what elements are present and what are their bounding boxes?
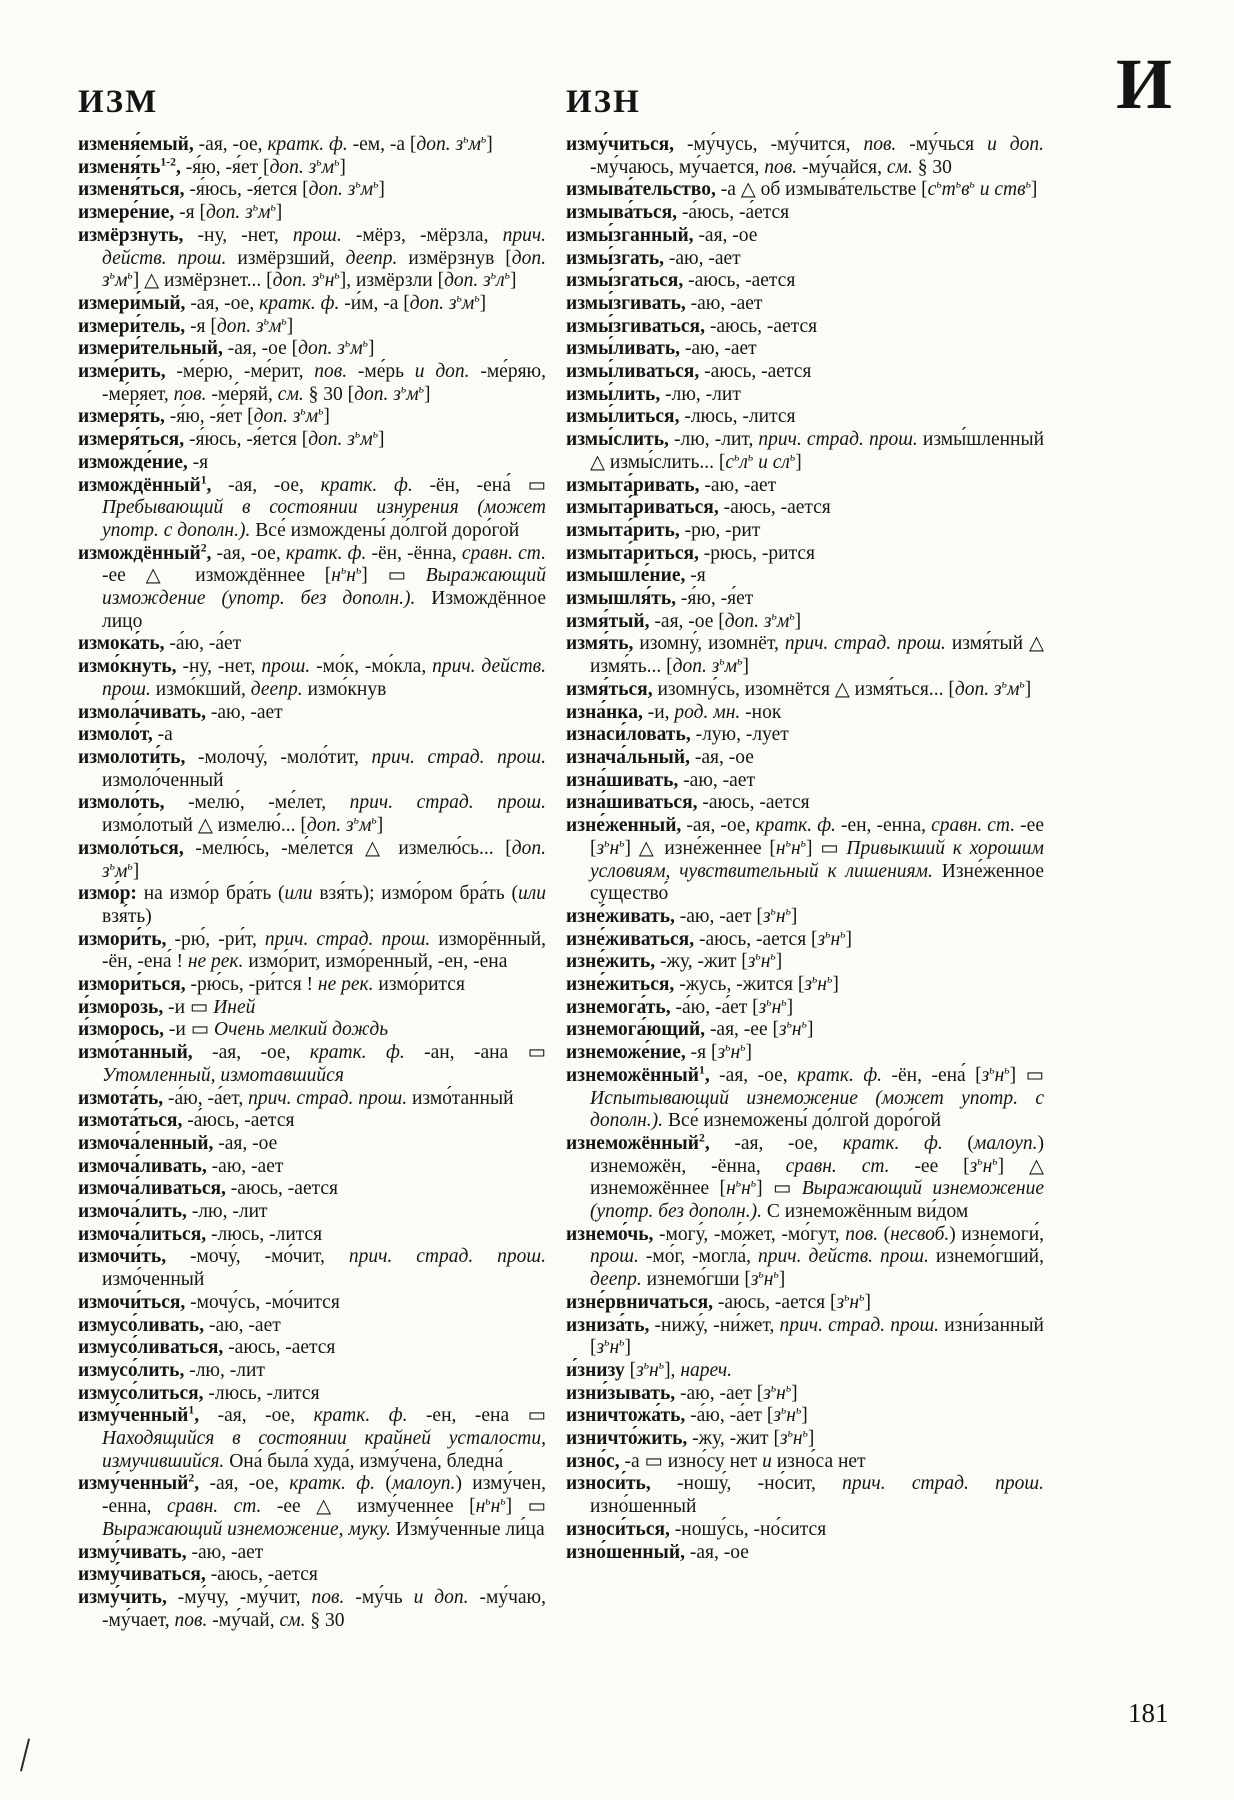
dictionary-entry: измока́ть, -а́ю, -а́ет [78, 633, 242, 655]
dictionary-entry: изни́зывать, -аю, -ает $[з^ьн^ь]$ [566, 1381, 798, 1404]
column-right [566, 134, 1044, 1564]
dictionary-entry: измота́ться, -а́юсь, -а́ется [78, 1110, 295, 1132]
running-head-right: ИЗН [566, 84, 641, 120]
dictionary-entry: измы́згиваться, -аюсь, -ается [566, 315, 818, 337]
dictionary-entry: измола́чивать, -аю, -ает [78, 701, 283, 723]
dictionary-entry: изменя́емый, -ая, -ое, кратк. ф. -ем, -а [доп. $з^ьм^ь$] [78, 132, 493, 155]
dictionary-entry: измы́лить, -лю, -лит [566, 383, 741, 405]
running-head-left: ИЗМ [78, 84, 159, 120]
dictionary-entry: изму́ченный$^2$, -ая, -ое, кратк. ф. (малоуп.) изму́чен, -енна, сравн. ст. -ее △ изму́ченнее $[н^ьн^ь]$ ▭ Выражающий изнеможение, муку. Изму́ченные ли́ца [78, 1471, 547, 1540]
dictionary-entry: измождённый$^2$, -ая, -ое, кратк. ф. -ён, -ённа, сравн. ст. -ее △ измождённее $[н^ьн^ь]$ ▭ Выражающий измождение (употр. без дополн.). Измождённое лицо [78, 541, 547, 632]
dictionary-entry: измери́тель, -я [доп. $з^ьм^ь$] [78, 314, 294, 337]
dictionary-entry: изможде́ние, -я [78, 451, 209, 473]
dictionary-entry: изнемога́ть, -а́ю, -а́ет $[з^ьн^ь]$ [566, 995, 794, 1018]
dictionary-entry: измы́зганный, -ая, -ое [566, 224, 758, 246]
dictionary-entry: и́зморось, -и ▭ Очень мелкий дождь [78, 1019, 389, 1041]
dictionary-entry: изнеможённый$^1$, -ая, -ое, кратк. ф. -ён, -ена́ $[з^ьн^ь]$ ▭ Испытывающий изнеможение (может употр. с дополн.). Все́ изнеможены́ до́лгой доро́гой [566, 1063, 1045, 1132]
dictionary-entry: измы́згаться, -аюсь, -ается [566, 270, 796, 292]
dictionary-entry: изму́чить, -му́чу, -му́чит, пов. -му́чь и доп. -му́чаю, -му́чает, пов. -му́чай, см. § 30 [78, 1587, 546, 1631]
dictionary-entry: измочи́ть, -мочу́, -мо́чит, прич. страд. прош. измо́ченный [78, 1246, 547, 1291]
dictionary-entry: и́зморозь, -и ▭ Иней [78, 996, 256, 1018]
dictionary-entry: износи́ть, -ношу́, -но́сит, прич. страд. прош. изно́шенный [566, 1473, 1044, 1518]
dictionary-entry: измо́танный, -ая, -ое, кратк. ф. -ан, -ана ▭ Утомленный, измотавшийся [78, 1042, 547, 1086]
dictionary-entry: изнеможённый$^2$, -ая, -ое, кратк. ф. (малоуп.) изнеможён, -ённа, сравн. ст. -ее $[з^ьн^ь]$ △ изнеможённее $[н^ьн^ь]$ ▭ Выражающий изнеможение (употр. без дополн.). С изнеможённым ви́дом [566, 1131, 1045, 1223]
dictionary-entry: измы́ливаться, -аюсь, -ается [566, 361, 812, 383]
dictionary-entry: изно́шенный, -ая, -ое [566, 1541, 749, 1563]
dictionary-entry: изно́с, -а ▭ изно́су нет и изно́са нет [566, 1450, 866, 1472]
dictionary-entry: $изменя́ть^{1-2}$, -я́ю, -я́ет [доп. $з^ьм^ь$] [78, 155, 346, 178]
dictionary-entry: измоло́т, -а [78, 724, 173, 746]
dictionary-entry: измя́ться, изомну́сь, изомнётся △ измя́ться... [доп. $з^ьм^ь$] [566, 677, 1032, 700]
dictionary-entry: измы́слить, -лю, -лит, прич. страд. прош. измы́шленный △ измы́слить... [$с^ьл^ь$ и $сл^ь$] [566, 429, 1045, 473]
dictionary-entry: изне́женный, -ая, -ое, кратк. ф. -ен, -енна, сравн. ст. -ее $[з^ьн^ь]$ △ изне́женнее $[н^ьн^ь]$ ▭ Привыкший к хорошим условиям, чувствительный к лишениям. Изне́женное существо́ [566, 815, 1044, 905]
dictionary-entry: износи́ться, -ношу́сь, -но́сится [566, 1518, 827, 1540]
dictionary-entry: измыва́ться, -а́юсь, -а́ется [566, 202, 790, 224]
dictionary-entry: измори́ть, -рю́, -ри́т, прич. страд. прош. изморённый, -ён, -ена́ ! не рек. измо́рит, измо́ренный, -ен, -ена [78, 928, 547, 973]
dictionary-entry: измочи́ться, -мочу́сь, -мо́чится [78, 1291, 340, 1313]
dictionary-entry: измолоти́ть, -молочу́, -моло́тит, прич. страд. прош. измоло́ченный [78, 746, 546, 791]
dictionary-entry: изне́жить, -жу, -жит $[з^ьн^ь]$ [566, 949, 783, 973]
dictionary-entry: измусо́лить, -лю, -лит [78, 1359, 265, 1381]
dictionary-entry: измыта́рить, -рю, -рит [566, 519, 761, 541]
dictionary-entry: измо́кнуть, -ну, -нет, прош. -мо́к, -мо́кла, прич. действ. прош. измо́кший, деепр. измо́кнув [78, 656, 546, 700]
dictionary-entry: изму́чиваться, -аюсь, -ается [78, 1564, 318, 1586]
dictionary-entry: изнаси́ловать, -лую, -лует [566, 724, 789, 746]
dictionary-entry: измери́мый, -ая, -ое, кратк. ф. -и́м, -а [доп. $з^ьм^ь$] [78, 291, 487, 314]
dictionary-entry: измыва́тельство, -а △ об измыва́тельстве [$с^ьт^ьв^ь$ и ств$^ь$] [566, 177, 1038, 201]
dictionary-entry: изму́чивать, -аю, -ает [78, 1541, 264, 1563]
dictionary-entry: изменя́ться, -я́юсь, -я́ется [доп. $з^ьм^ь$] [78, 177, 385, 201]
dictionary-entry: измя́ть, изомну́, изомнёт, прич. страд. прош. измя́тый △ измя́ть... [доп. $з^ьм^ь$] [566, 633, 1045, 678]
dictionary-entry: изниза́ть, -нижу́, -ни́жет, прич. страд. прош. изни́занный $[з^ьн^ь]$ [566, 1314, 1044, 1359]
dictionary-entry: и́знизу $[з^ьн^ь]$, нареч. [566, 1358, 733, 1381]
dictionary-entry: измёрзнуть, -ну, -нет, прош. -мёрз, -мёрзла, прич. действ. прош. измёрзший, деепр. измёрзнув [доп. $з^ьм^ь$] △ измёрзнет... [доп. $з^ьн^ь$], измёрзли [доп. $з^ьл^ь$] [78, 224, 546, 292]
dictionary-entry: изна́шиваться, -аюсь, -ается [566, 792, 810, 814]
dictionary-entry: изму́ченный$^1$, -ая, -ое, кратк. ф. -ен, -ена ▭ Находящийся в состоянии крайней усталости, измучившийся. Она́ была́ худа́, изму́чена, бледна́ [78, 1403, 547, 1472]
dictionary-entry: изна́нка, -и, род. мн. -нок [566, 701, 782, 723]
dictionary-entry: измоча́лить, -лю, -лит [78, 1201, 268, 1223]
dictionary-entry: измы́згать, -аю, -ает [566, 247, 741, 269]
dictionary-entry: измождённый$^1$, -ая, -ое, кратк. ф. -ён, -ена́ ▭ Пребывающий в состоянии изнурения (может употр. с дополн.). Все́ измождены́ до́лгой доро́гой [78, 473, 546, 541]
dictionary-entry: изна́шивать, -аю, -ает [566, 769, 755, 791]
dictionary-entry: измыта́риваться, -аюсь, -ается [566, 497, 831, 519]
column-left [78, 134, 546, 1632]
dictionary-entry: изне́живать, -аю, -ает $[з^ьн^ь]$ [566, 904, 798, 927]
dictionary-entry: измота́ть, -а́ю, -а́ет, прич. страд. прош. измо́танный [78, 1087, 514, 1109]
dictionary-entry: изме́рить, -ме́рю, -ме́рит, пов. -ме́рь и доп. -ме́ряю, -ме́ряет, пов. -ме́ряй, см. § 30 [доп. $з^ьм^ь$] [78, 361, 546, 405]
dictionary-entry: измоча́ленный, -ая, -ое [78, 1132, 278, 1154]
dictionary-entry: измышле́ние, -я [566, 565, 706, 587]
dictionary-entry: измоча́литься, -люсь, -лится [78, 1223, 323, 1245]
dictionary-entry: измусо́литься, -люсь, -лится [78, 1382, 320, 1404]
dictionary-entry: измери́тельный, -ая, -ое [доп. $з^ьм^ь$] [78, 336, 375, 360]
dictionary-entry: измы́згивать, -аю, -ает [566, 292, 763, 314]
dictionary-entry: измо́р: на измо́р бра́ть (или взя́ть); измо́ром бра́ть (или взя́ть) [78, 883, 546, 927]
dictionary-entry: измусо́ливать, -аю, -ает [78, 1314, 281, 1336]
dictionary-entry: изне́житься, -жусь, -жится $[з^ьн^ь]$ [566, 972, 839, 996]
dictionary-entry: измыта́ривать, -аю, -ает [566, 474, 777, 496]
dictionary-entry: изнемо́чь, -могу́, -мо́жет, -мо́гут, пов. (несвоб.) изнемоги́, прош. -мо́г, -могла́, прич. действ. прош. изнемо́гший, деепр. изнемо́гши $[з^ьн^ь]$ [566, 1223, 1044, 1291]
dictionary-entry: измоло́ться, -мелю́сь, -ме́лется △ измелю́сь... [доп. $з^ьм^ь$] [78, 837, 546, 882]
dictionary-entry: изничтожа́ть, -а́ю, -а́ет $[з^ьн^ь]$ [566, 1403, 808, 1427]
dictionary-entry: измоло́ть, -мелю́, -ме́лет, прич. страд. прош. измо́лотый △ измелю́... [доп. $з^ьм^ь$] [78, 792, 547, 837]
dictionary-entry: изнеможе́ние, -я $[з^ьн^ь]$ [566, 1040, 752, 1064]
dictionary-entry: изне́рвничаться, -аюсь, -ается $[з^ьн^ь]$ [566, 1290, 871, 1313]
dictionary-entry: измори́ться, -рю́сь, -ри́тся ! не рек. измо́рится [78, 974, 465, 996]
dictionary-entry: изнача́льный, -ая, -ое [566, 746, 754, 768]
dictionary-entry: измеря́ться, -я́юсь, -я́ется [доп. $з^ьм^ь$] [78, 427, 385, 451]
dictionary-entry: измере́ние, -я [доп. $з^ьм^ь$] [78, 200, 283, 224]
dictionary-entry: измоча́ливать, -аю, -ает [78, 1155, 284, 1177]
dictionary-entry: измы́ливать, -аю, -ает [566, 338, 757, 360]
dictionary-entry: измыта́риться, -рюсь, -рится [566, 542, 815, 564]
dictionary-entry: изне́живаться, -аюсь, -ается $[з^ьн^ь]$ [566, 927, 852, 950]
dictionary-entry: измышля́ть, -я́ю, -я́ет [566, 588, 754, 610]
dictionary-entry: измя́тый, -ая, -ое [доп. $з^ьм^ь$] [566, 609, 802, 632]
dictionary-entry: измеря́ть, -я́ю, -я́ет [доп. $з^ьм^ь$] [78, 404, 330, 428]
dictionary-entry: изму́читься, -му́чусь, -му́чится, пов. -му́чься и доп. -му́чаюсь, му́чается, пов. -му́чайся, см. § 30 [566, 134, 1044, 178]
dictionary-entry: измы́литься, -люсь, -лится [566, 406, 796, 428]
dictionary-entry: измоча́ливаться, -аюсь, -ается [78, 1178, 338, 1200]
dictionary-entry: измусо́ливаться, -аюсь, -ается [78, 1337, 336, 1359]
dictionary-entry: изничто́жить, -жу, -жит $[з^ьн^ь]$ [566, 1426, 815, 1450]
section-letter: И [1116, 44, 1173, 124]
scan-artifact [20, 1738, 30, 1771]
page-number: 181 [1128, 1698, 1169, 1728]
dictionary-entry: изнемога́ющий, -ая, -ее $[з^ьн^ь]$ [566, 1017, 814, 1041]
